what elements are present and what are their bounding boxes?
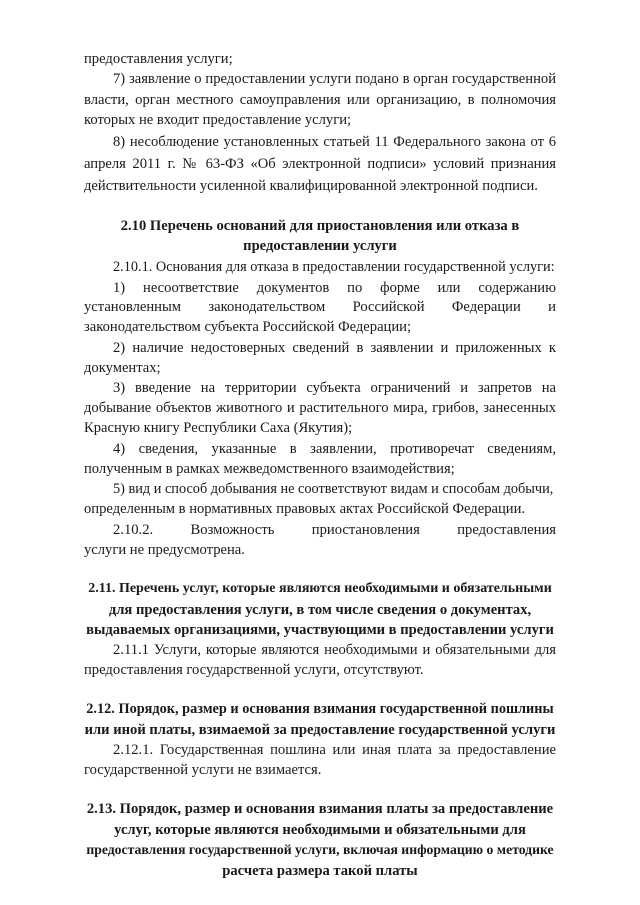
text-line: апреля 2011 г. № 63-ФЗ «Об электронной подписи» условий признания [84, 156, 556, 172]
section-heading: услуг, которые являются необходимыми и обязательными для [114, 822, 526, 838]
text-line: добывание объектов животного и растительного мира, грибов, занесенных [84, 400, 556, 416]
section-heading: 2.11. Перечень услуг, которые являются необходимыми и обязательными [88, 581, 552, 596]
text-line: 2.10.2. Возможность приостановления предоставления [113, 522, 556, 538]
text-line: законодательством субъекта Российской Федерации; [84, 319, 412, 335]
text-line: 2) наличие недостоверных сведений в заявлении и приложенных к [113, 340, 556, 356]
section-heading: 2.10 Перечень оснований для приостановления или отказа в [120, 218, 520, 234]
text-line: предоставления государственной услуги, отсутствуют. [84, 662, 424, 678]
text-line: действительности усиленной квалифицированной электронной подписи. [84, 178, 538, 194]
text-line: власти, орган местного самоуправления или организацию, в полномочия [84, 92, 556, 108]
section-heading: расчета размера такой платы [222, 863, 418, 879]
section-heading: для предоставления услуги, в том числе сведения о документах, [108, 602, 532, 618]
text-line: Красную книгу Республики Саха (Якутия); [84, 420, 353, 436]
section-heading: или иной платы, взимаемой за предоставление государственной услуги [84, 722, 556, 738]
text-line: 1) несоответствие документов по форме или содержанию [113, 280, 556, 296]
text-line: документах; [84, 360, 161, 376]
section-heading: 2.13. Порядок, размер и основания взимания платы за предоставление [86, 801, 554, 817]
text-line: 2.10.1. Основания для отказа в предоставлении государственной услуги: [113, 259, 555, 275]
text-line: 4) сведения, указанные в заявлении, противоречат сведениям, [113, 441, 556, 457]
section-heading: выдаваемых организациями, участвующими в предоставлении услуги [86, 622, 554, 638]
text-line: 5) вид и способ добывания не соответствуют видам и способам добычи, [113, 481, 554, 497]
text-line: государственной услуги не взимается. [84, 762, 322, 778]
text-line: предоставления услуги; [84, 51, 233, 67]
text-line: полученным в рамках межведомственного взаимодействия; [84, 461, 455, 477]
text-line: 2.11.1 Услуги, которые являются необходимыми и обязательными для [113, 642, 556, 658]
section-heading: предоставления государственной услуги, включая информацию о методике [86, 842, 554, 857]
text-line: услуги не предусмотрена. [84, 542, 245, 558]
section-heading: 2.12. Порядок, размер и основания взимания государственной пошлины [86, 701, 554, 717]
section-heading: предоставлении услуги [243, 238, 397, 254]
text-line: 3) введение на территории субъекта ограничений и запретов на [113, 380, 556, 396]
text-line: 8) несоблюдение установленных статьей 11 Федерального закона от 6 [113, 134, 556, 150]
text-line: 7) заявление о предоставлении услуги подано в орган государственной [113, 71, 556, 87]
text-line: установленным законодательством Российской Федерации и [84, 299, 556, 315]
text-line: которых не входит предоставление услуги; [84, 112, 352, 128]
text-line: определенным в нормативных правовых актах Российской Федерации. [84, 501, 526, 517]
text-line: 2.12.1. Государственная пошлина или иная плата за предоставление [113, 742, 556, 758]
